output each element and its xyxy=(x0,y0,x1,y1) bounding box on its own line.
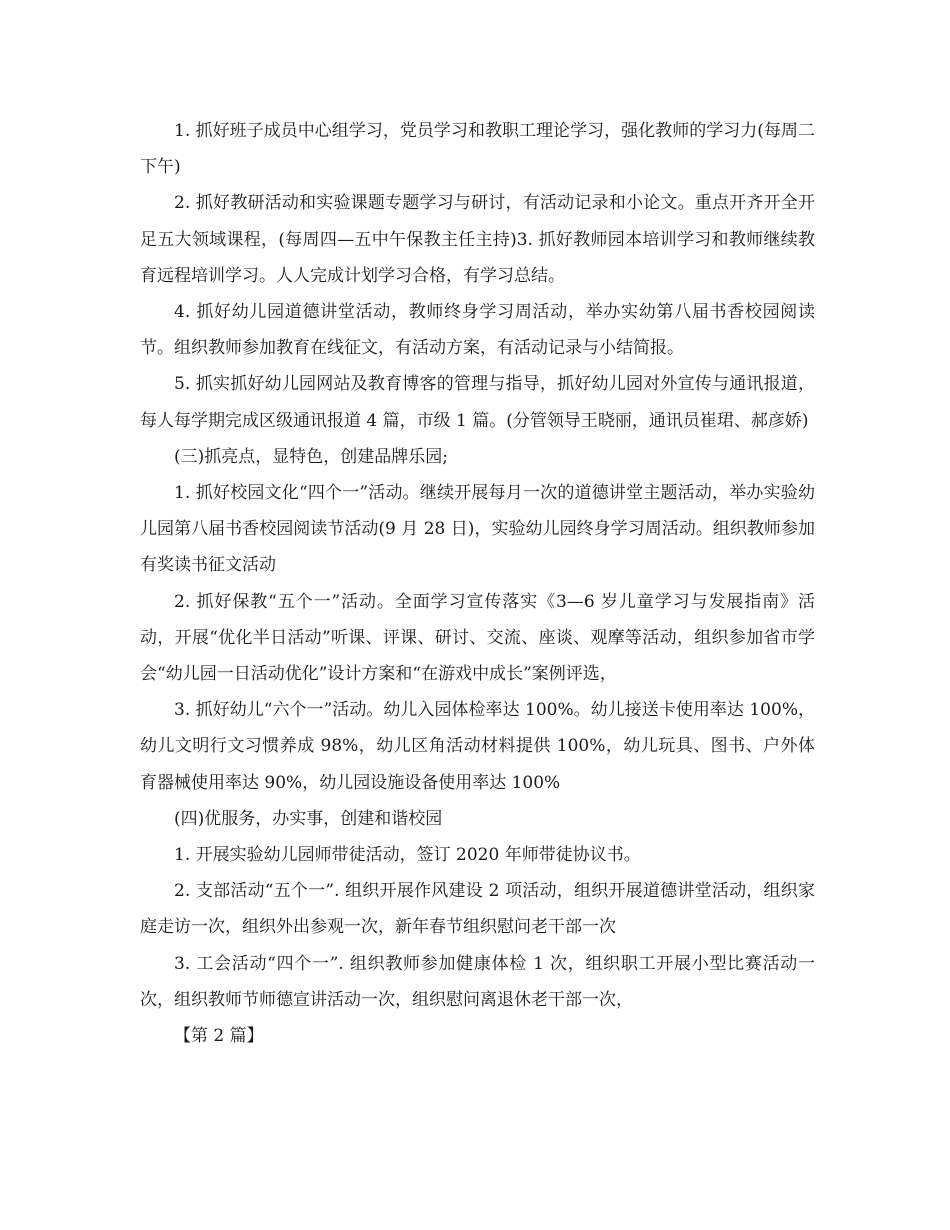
paragraph-mentoring: 1. 开展实验幼儿园师带徒活动，签订 2020 年师带徒协议书。 xyxy=(174,845,641,866)
paragraph-teaching-research: 2. 抓好教研活动和实验课题专题学习与研讨，有活动记录和小论文。重点开齐开全开足五大领域课程，(每周四—五中午保教主任主持)3. 抓好教师园本培训学习和教师继续教育远程培训学习。人人完成计划学习合格，有学习总结。 xyxy=(140,193,815,286)
paragraph-children-activities: 3. 抓好幼儿“六个一”活动。幼儿入园体检率达 100%。幼儿接送卡使用率达 100%，幼儿文明行文习惯养成 98%，幼儿区角活动材料提供 100%，幼儿玩具、图书、户外体育器械使用率达 90%，幼儿园设施设备使用率达 100% xyxy=(140,700,815,793)
paragraph-moral-lecture: 4. 抓好幼儿园道德讲堂活动，教师终身学习周活动，举办实幼第八届书香校园阅读节。组织教师参加教育在线征文，有活动方案，有活动记录与小结简报。 xyxy=(140,302,815,359)
paragraph-website-publicity: 5. 抓实抓好幼儿园网站及教育博客的管理与指导，抓好幼儿园对外宣传与通讯报道，每人每学期完成区级通讯报道 4 篇，市级 1 篇。(分管领导王晓丽，通讯员崔珺、郝彦娇) xyxy=(140,374,815,431)
section-heading-highlights: (三)抓亮点，显特色，创建品牌乐园; xyxy=(174,446,448,467)
paragraph-party-branch: 2. 支部活动“五个一”. 组织开展作风建设 2 项活动，组织开展道德讲堂活动，组织家庭走访一次，组织外出参观一次，新年春节组织慰问老干部一次 xyxy=(140,881,815,938)
section-marker-part-2: 【第 2 篇】 xyxy=(174,1026,264,1047)
paragraph-care-education: 2. 抓好保教“五个一”活动。全面学习宣传落实《3—6 岁儿童学习与发展指南》活动，开展“优化半日活动”听课、评课、研讨、交流、座谈、观摩等活动，组织参加省市学会“幼儿园一日活动优化”设计方案和“在游戏中成长”案例评选， xyxy=(140,591,815,685)
document-page xyxy=(140,113,815,1054)
paragraph-campus-culture: 1. 抓好校园文化“四个一”活动。继续开展每月一次的道德讲堂主题活动，举办实验幼儿园第八届书香校园阅读节活动(9 月 28 日)，实验幼儿园终身学习周活动。组织教师参加有奖读书征文活动 xyxy=(140,483,815,576)
paragraph-union-activities: 3. 工会活动“四个一”. 组织教师参加健康体检 1 次，组织职工开展小型比赛活动一次，组织教师节师德宣讲活动一次，组织慰问离退休老干部一次， xyxy=(140,953,815,1010)
section-heading-service: (四)优服务，办实事，创建和谐校园 xyxy=(174,808,443,829)
paragraph-study-groups: 1. 抓好班子成员中心组学习，党员学习和教职工理论学习，强化教师的学习力(每周二下午) xyxy=(140,121,815,178)
